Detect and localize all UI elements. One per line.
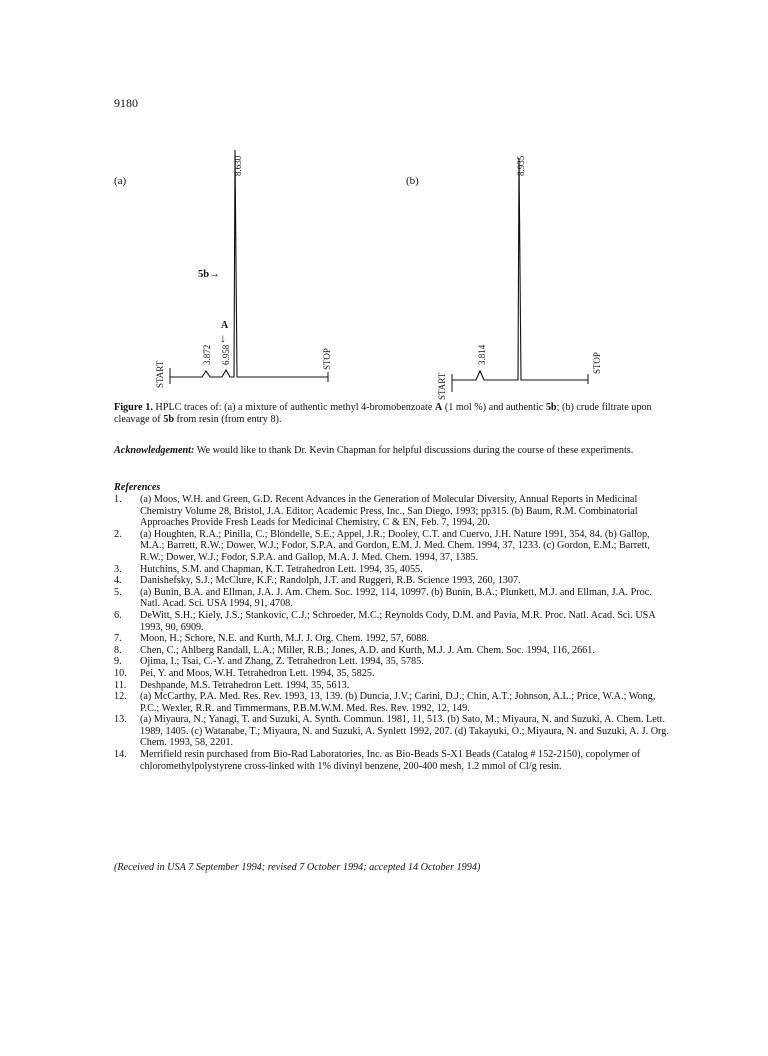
references-heading: References bbox=[114, 482, 161, 493]
reference-text: Deshpande, M.S. Tetrahedron Lett. 1994, 35, 5613. bbox=[140, 679, 350, 691]
reference-number: 2. bbox=[114, 528, 122, 540]
annotation-5b: 5b→ bbox=[198, 269, 220, 280]
reference-item bbox=[114, 645, 674, 657]
panel-a-peak-label-6958: 6.958 bbox=[221, 344, 231, 365]
reference-text: Merrifield resin purchased from Bio-Rad Laboratories, Inc. as Bio-Beads S-X1 Beads (Catalog # 152-2150), copolymer of chloromethylpolystyrene cross-linked with 1% divinyl benzene, 200-400 mesh, 1.2 mmol of Cl/g resin. bbox=[140, 749, 641, 772]
panel-a-start-label: START bbox=[155, 360, 165, 388]
reference-text: (a) Houghten, R.A.; Pinilla, C.; Blondelle, S.E.; Appel, J.R.; Dooley, C.T. and Cuervo, J.H. Nature 1991, 354, 84. (b) Gallop, M.A.; Barrett, R.W.; Dower, W.J.; Fodor, S.P.A. and Gordon, E.M. J. Med. Chem. 1994, 37, 1233. (c) Gordon, E.M.; Barrett, R.W.; Dower, W.J.; Fodor, S.P.A. and Gallop, M.A. J. Med. Chem. 1994, 37, 1385. bbox=[140, 528, 650, 563]
panel-a-trace bbox=[170, 150, 328, 377]
reference-number: 11. bbox=[114, 679, 127, 691]
annotation-A: A bbox=[221, 320, 229, 331]
caption-text-4: from resin (from entry 8). bbox=[173, 414, 282, 425]
reference-number: 5. bbox=[114, 586, 122, 598]
reference-number: 8. bbox=[114, 644, 122, 656]
reference-number: 4. bbox=[114, 575, 122, 587]
panel-b-trace bbox=[452, 158, 588, 380]
page-number: 9180 bbox=[114, 96, 138, 110]
reference-item bbox=[114, 691, 674, 714]
reference-item bbox=[114, 575, 674, 587]
figure-caption bbox=[114, 402, 670, 426]
caption-compound-5b-1: 5b bbox=[545, 402, 557, 413]
reference-number: 14. bbox=[114, 749, 127, 761]
caption-text-3: ; (b) crude filtrate upon cleavage of bbox=[114, 402, 652, 425]
panel-a-peak-label-3872: 3.872 bbox=[202, 344, 212, 365]
reference-item bbox=[114, 714, 674, 749]
acknowledgement-heading: Acknowledgement: bbox=[114, 445, 195, 456]
reference-item bbox=[114, 529, 674, 564]
caption-label: Figure 1. bbox=[114, 402, 153, 413]
panel-a-label: (a) bbox=[114, 175, 127, 187]
caption-compound-5b-2: 5b bbox=[163, 414, 174, 425]
reference-text: Danishefsky, S.J.; McClure, K.F.; Randolph, J.T. and Ruggeri, R.B. Science 1993, 260, 1307. bbox=[140, 575, 521, 587]
reference-number: 9. bbox=[114, 656, 122, 668]
reference-text: (a) Miyaura, N.; Yanagi, T. and Suzuki, A. Synth. Commun. 1981, 11, 513. (b) Sato, M.; Miyaura, N. and Suzuki, A. Chem. Lett. 1989, 1405. (c) Watanabe, T.; Miyaura, N. and Suzuki, A. Synlett 1992, 207. (d) Takayuki, O.; Miyaura, N. and Suzuki, A. J. Org. Chem. 1993, 58, 2201. bbox=[140, 714, 669, 749]
reference-item bbox=[114, 494, 674, 529]
reference-item bbox=[114, 610, 674, 633]
reference-item bbox=[114, 656, 674, 668]
acknowledgement-text: We would like to thank Dr. Kevin Chapman for helpful discussions during the course of these experiments. bbox=[194, 445, 634, 456]
caption-compound-A: A bbox=[434, 402, 443, 413]
annotation-arrow: ↓ bbox=[220, 331, 226, 345]
received-dates: (Received in USA 7 September 1994; revised 7 October 1994; accepted 14 October 1994) bbox=[114, 862, 481, 873]
reference-text: Pei, Y. and Moos, W.H. Tetrahedron Lett. 1994, 35, 5825. bbox=[140, 667, 375, 679]
acknowledgement bbox=[114, 445, 670, 457]
reference-item bbox=[114, 633, 674, 645]
panel-a-peak-label-8630: 8.630 bbox=[233, 155, 243, 176]
reference-item bbox=[114, 587, 674, 610]
references-list bbox=[114, 494, 674, 772]
reference-number: 7. bbox=[114, 633, 122, 645]
hplc-traces bbox=[114, 130, 674, 405]
reference-number: 12. bbox=[114, 691, 127, 703]
reference-text: Chen, C.; Ahlberg Randall, L.A.; Miller, R.B.; Jones, A.D. and Kurth, M.J. J. Am. Chem. Soc. 1994, 116, 2661. bbox=[140, 644, 595, 656]
reference-text: (a) McCarthy, P.A. Med. Res. Rev. 1993, 13, 139. (b) Duncia, J.V.; Carini, D.J.; Chin, A.T.; Johnson, A.L.; Price, W.A.; Wong, P.C.; Wexler, R.R. and Timmermans, P.B.M.W.M. Med. Res. Rev. 1992, 12, 149. bbox=[140, 691, 656, 714]
reference-number: 10. bbox=[114, 667, 127, 679]
panel-b-peak-label-8935: 8.935 bbox=[516, 155, 526, 176]
caption-text-2: (1 mol %) and authentic bbox=[442, 402, 546, 413]
panel-b-start-label: START bbox=[437, 372, 447, 400]
reference-item bbox=[114, 668, 674, 680]
reference-text: Hutchins, S.M. and Chapman, K.T. Tetrahedron Lett. 1994, 35, 4055. bbox=[140, 563, 423, 575]
reference-item bbox=[114, 680, 674, 692]
reference-number: 1. bbox=[114, 494, 122, 505]
reference-item bbox=[114, 564, 674, 576]
reference-text: Moon, H.; Schore, N.E. and Kurth, M.J. J. Org. Chem. 1992, 57, 6088. bbox=[140, 633, 430, 645]
panel-b-peak-label-3814: 3.814 bbox=[477, 344, 487, 365]
hplc-figure bbox=[114, 130, 674, 405]
reference-number: 13. bbox=[114, 714, 127, 726]
reference-number: 3. bbox=[114, 563, 122, 575]
caption-text-1: HPLC traces of: (a) a mixture of authentic methyl 4-bromobenzoate bbox=[152, 402, 435, 413]
reference-text: (a) Moos, W.H. and Green, G.D. Recent Advances in the Generation of Molecular Diversity, Annual Reports in Medicinal Chemistry Volume 28, Bristol, J.A. Editor; Academic Press, Inc., San Diego, 1993; pp315. (b) Baum, R.M. Combinatorial Approaches Provide Fresh Leads for Medicinal Chemistry, C & EN, Feb. 7, 1994, 20. bbox=[140, 494, 638, 529]
reference-text: DeWitt, S.H.; Kiely, J.S.; Stankovic, C.J.; Schroeder, M.C.; Reynolds Cody, D.M. and Pavia, M.R. Proc. Natl. Acad. Sci. USA 1993, 90, 6909. bbox=[140, 609, 656, 633]
panel-b-label: (b) bbox=[406, 175, 419, 187]
reference-text: (a) Bunin, B.A. and Ellman, J.A. J. Am. Chem. Soc. 1992, 114, 10997. (b) Bunin, B.A.; Plunkett, M.J. and Ellman, J.A. Proc. Natl. Acad. Sci. USA 1994, 91, 4708. bbox=[140, 586, 652, 610]
panel-a-stop-label: STOP bbox=[322, 348, 332, 370]
reference-item bbox=[114, 749, 674, 772]
reference-text: Ojima, I.; Tsai, C.-Y. and Zhang, Z. Tetrahedron Lett. 1994, 35, 5785. bbox=[140, 656, 424, 668]
panel-b-stop-label: STOP bbox=[592, 352, 602, 374]
reference-number: 6. bbox=[114, 609, 122, 621]
